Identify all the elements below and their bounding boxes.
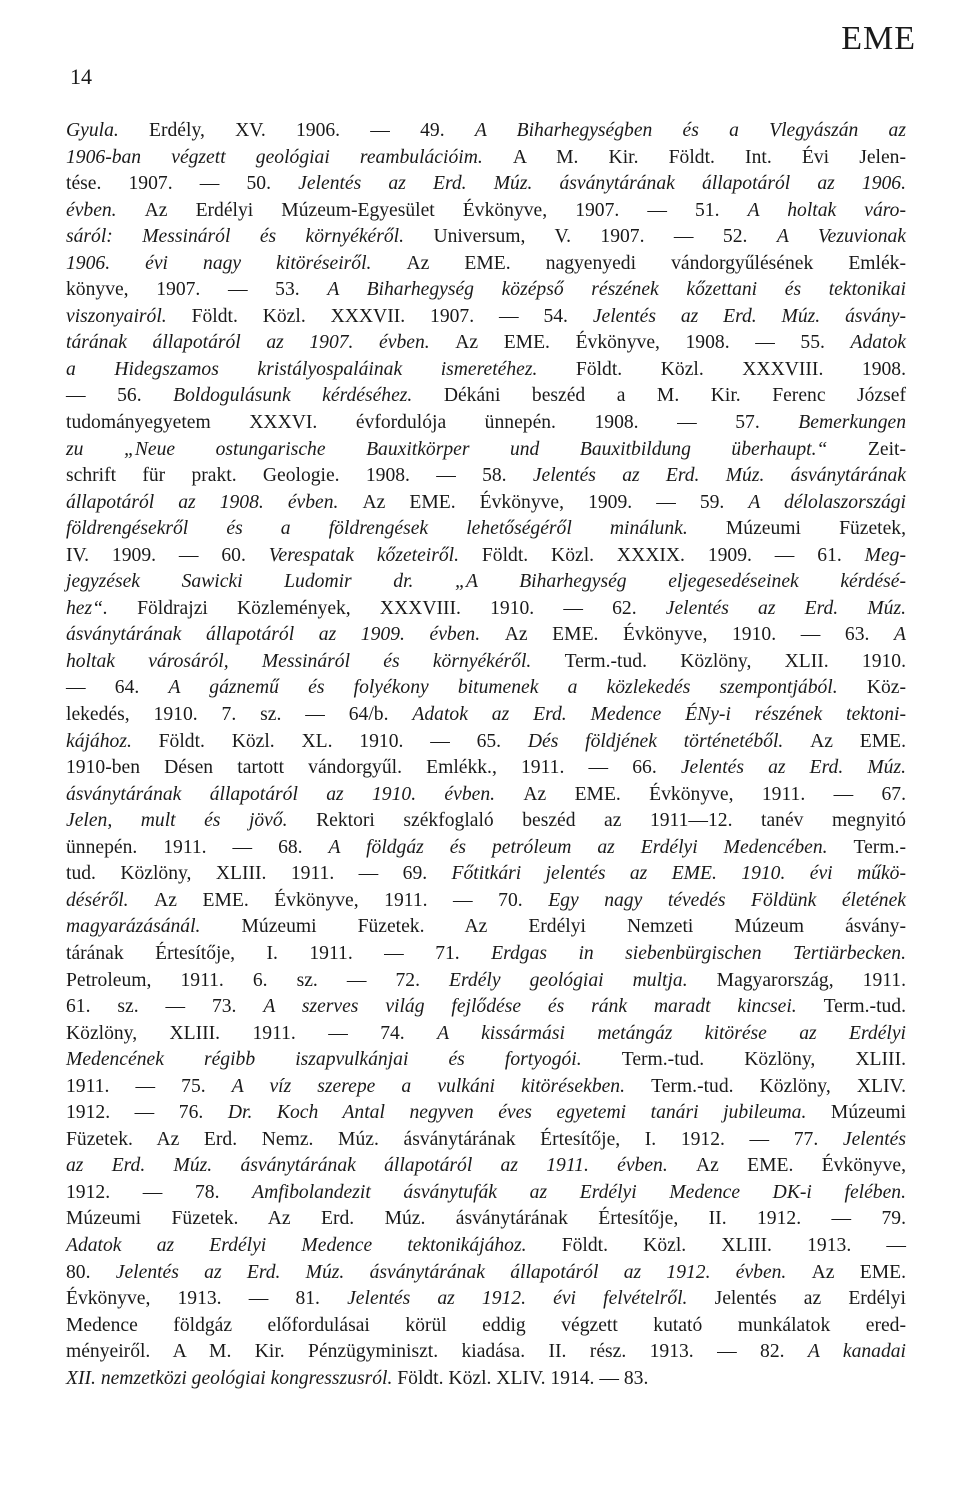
text-line bbox=[66, 1260, 906, 1287]
text-segment: schrift für prakt. Geologie. 1908. — 58. bbox=[66, 465, 533, 487]
text-line bbox=[66, 118, 906, 145]
italic-title-segment: A délolaszországi bbox=[748, 491, 906, 513]
text-segment: 80. bbox=[66, 1261, 116, 1283]
text-segment: Medence földgáz előfordulásai körül eddig végzett kutató munkálatok ered- bbox=[66, 1314, 906, 1336]
italic-title-segment: A bbox=[894, 624, 906, 646]
text-segment: Földrajzi Közlemények, XXXVIII. 1910. — 62. bbox=[137, 597, 666, 619]
italic-title-segment: holtak városáról, Messináról és környékéről. bbox=[66, 650, 565, 672]
text-line bbox=[66, 941, 906, 968]
text-line bbox=[66, 569, 906, 596]
text-segment: Földt. Közl. XL. 1910. — 65. bbox=[158, 730, 528, 752]
text-segment: Az EME. Évkönyve, 1908. — 55. bbox=[455, 332, 851, 354]
text-segment: 1911. — 75. bbox=[66, 1075, 232, 1097]
italic-title-segment: A kissármási metángáz kitörése az Erdélyi bbox=[437, 1022, 906, 1044]
text-line bbox=[66, 1100, 906, 1127]
italic-title-segment: A gáznemű és folyékony bitumenek a közlekedés szempontjából. bbox=[168, 677, 867, 699]
italic-title-segment: Erdgas in siebenbürgischen Tertiärbecken. bbox=[491, 942, 906, 964]
text-segment: 1912. — 78. bbox=[66, 1181, 253, 1203]
text-line bbox=[66, 463, 906, 490]
text-line bbox=[66, 1206, 906, 1233]
text-segment: A M. Kir. Földt. Int. Évi Jelen- bbox=[512, 146, 906, 168]
text-line bbox=[66, 224, 906, 251]
text-line bbox=[66, 755, 906, 782]
text-line bbox=[66, 357, 906, 384]
italic-title-segment: A Vezuvionak bbox=[776, 226, 906, 248]
text-segment: Az EME. Évkönyve, 1909. — 59. bbox=[362, 491, 749, 513]
italic-title-segment: viszonyairól. bbox=[66, 305, 192, 327]
text-line bbox=[66, 145, 906, 172]
text-segment: Term.- bbox=[853, 836, 906, 858]
text-line bbox=[66, 330, 906, 357]
text-line bbox=[66, 251, 906, 278]
text-segment: Az EME. bbox=[811, 1261, 907, 1283]
text-line bbox=[66, 1153, 906, 1180]
italic-title-segment: kájához. bbox=[66, 730, 159, 752]
text-segment: IV. 1909. — 60. bbox=[66, 544, 269, 566]
text-line bbox=[66, 861, 906, 888]
italic-title-segment: 1906-ban végzett geológiai reambulációim. bbox=[66, 146, 513, 168]
italic-title-segment: XII. nemzetközi geológiai kongresszusról. bbox=[66, 1367, 398, 1389]
text-line bbox=[66, 437, 906, 464]
text-segment: Múzeumi Füzetek. Az Erd. Múz. ásványtárának Értesítője, II. 1912. — 79. bbox=[66, 1208, 906, 1230]
italic-title-segment: A kanadai bbox=[807, 1341, 906, 1363]
text-segment: Földt. Közl. XLIV. 1914. — 83. bbox=[397, 1367, 649, 1389]
text-segment: Term.-tud. Közlöny, XLIII. bbox=[621, 1049, 906, 1071]
italic-title-segment: Főtitkári jelentés az EME. 1910. évi műkö- bbox=[451, 863, 906, 885]
text-line bbox=[66, 649, 906, 676]
header-mark: EME bbox=[841, 20, 916, 57]
italic-title-segment: Medencének régibb iszapvulkánjai és fortyogói. bbox=[66, 1049, 622, 1071]
text-segment: Földt. Közl. XLIII. 1913. — bbox=[561, 1234, 906, 1256]
italic-title-segment: A szerves világ fejlődése és ránk maradt kincsei. bbox=[263, 996, 824, 1018]
text-segment: Universum, V. 1907. — 52. bbox=[433, 226, 777, 248]
italic-title-segment: Adatok bbox=[850, 332, 906, 354]
italic-title-segment: jegyzések Sawicki Ludomir dr. „A Biharhegység eljegesedéseinek kérdésé- bbox=[66, 571, 906, 593]
italic-title-segment: Adatok az Erdélyi Medence tektonikájához. bbox=[66, 1234, 562, 1256]
page-number: 14 bbox=[70, 64, 92, 89]
text-line bbox=[66, 1366, 906, 1393]
text-line bbox=[66, 1180, 906, 1207]
italic-title-segment: déséről. bbox=[66, 889, 155, 911]
text-segment: Földt. Közl. XXXVII. 1907. — 54. bbox=[191, 305, 593, 327]
text-segment: tése. 1907. — 50. bbox=[66, 173, 299, 195]
italic-title-segment: Jelentés az Erd. Múz. ásványtárának állapotáról az 1912. évben. bbox=[115, 1261, 812, 1283]
italic-title-segment: ásványtárának állapotáról az 1910. évben. bbox=[66, 783, 524, 805]
italic-title-segment: magyarázásánál. bbox=[66, 916, 242, 938]
text-line bbox=[66, 968, 906, 995]
italic-title-segment: Erdély geológiai multja. bbox=[449, 969, 717, 991]
text-line bbox=[66, 277, 906, 304]
italic-title-segment: 1906. évi nagy kitöréseiről. bbox=[66, 252, 407, 274]
italic-title-segment: A földgáz és petróleum az Erdélyi Medencében. bbox=[328, 836, 854, 858]
text-segment: Az Erdélyi Múzeum-Egyesület Évkönyve, 1907. — 51. bbox=[144, 199, 748, 221]
italic-title-segment: a Hidegszamos kristályospaláinak ismeretéhez. bbox=[66, 358, 576, 380]
text-segment: tudományegyetem XXXVI. évfordulója ünnepén. 1908. — 57. bbox=[66, 412, 799, 434]
text-segment: Az EME. bbox=[810, 730, 907, 752]
text-line bbox=[66, 1313, 906, 1340]
text-line bbox=[66, 782, 906, 809]
italic-title-segment: Adatok az Erd. Medence ÉNy-i részének tektoni- bbox=[412, 704, 906, 726]
text-line bbox=[66, 675, 906, 702]
italic-title-segment: Jelentés az Erd. Múz. ásványtárának bbox=[532, 465, 906, 487]
text-segment: Köz- bbox=[866, 677, 906, 699]
italic-title-segment: Jelentés bbox=[842, 1128, 906, 1150]
text-segment: 1912. — 76. bbox=[66, 1102, 228, 1124]
text-line bbox=[66, 835, 906, 862]
text-segment: Term.-tud. Közlöny, XLII. 1910. bbox=[564, 650, 906, 672]
italic-title-segment: Jelentés az Erd. Múz. bbox=[665, 597, 906, 619]
text-line bbox=[66, 1339, 906, 1366]
text-segment: Földt. Közl. XXXIX. 1909. — 61. bbox=[481, 544, 865, 566]
text-segment: Term.-tud. bbox=[823, 996, 906, 1018]
text-line bbox=[66, 596, 906, 623]
italic-title-segment: Jelentés az Erd. Múz. ásványtárának állapotáról az 1906. bbox=[298, 173, 906, 195]
text-segment: Évkönyve, 1913. — 81. bbox=[66, 1288, 348, 1310]
italic-title-segment: A Biharhegység középső részének kőzettani és tektonikai bbox=[327, 279, 906, 301]
text-segment: Az EME. Évkönyve, 1911. — 70. bbox=[154, 889, 549, 911]
italic-title-segment: tárának állapotáról az 1907. évben. bbox=[66, 332, 456, 354]
italic-title-segment: Jelentés az Erd. Múz. ásvány- bbox=[592, 305, 907, 327]
italic-title-segment: Dés földjének történetéből. bbox=[527, 730, 811, 752]
italic-title-segment: az Erd. Múz. ásványtárának állapotáról az 1911. évben. bbox=[66, 1155, 696, 1177]
text-segment: Az EME. Évkönyve, 1910. — 63. bbox=[504, 624, 895, 646]
italic-title-segment: Jelentés az Erd. Múz. bbox=[680, 757, 907, 779]
italic-title-segment: Amfibolandezit ásványtufák az Erdélyi Medence DK-i felében. bbox=[252, 1181, 906, 1203]
italic-title-segment: Dr. Koch Antal negyven éves egyetemi tanári jubileuma. bbox=[227, 1102, 831, 1124]
text-segment: Magyarország, 1911. bbox=[716, 969, 907, 991]
text-line bbox=[66, 490, 906, 517]
text-segment: Az EME. nagyenyedi vándorgyűlésének Emlék- bbox=[406, 252, 906, 274]
text-line bbox=[66, 1021, 906, 1048]
text-segment: Múzeumi bbox=[830, 1102, 907, 1124]
italic-title-segment: Jelen, mult és jövő. bbox=[66, 810, 317, 832]
italic-title-segment: Meg- bbox=[864, 544, 906, 566]
text-segment: tárának Értesítője, I. 1911. — 71. bbox=[66, 942, 492, 964]
italic-title-segment: A holtak váro- bbox=[747, 199, 907, 221]
text-segment: ünnepén. 1911. — 68. bbox=[66, 836, 329, 858]
italic-title-segment: A Biharhegységben és a Vlegyászán az bbox=[474, 120, 906, 141]
text-segment: — 64. bbox=[66, 677, 169, 699]
text-segment: Múzeumi Füzetek, bbox=[725, 518, 906, 540]
text-line bbox=[66, 1127, 906, 1154]
text-segment: Dékáni beszéd a M. Kir. Ferenc József bbox=[443, 385, 906, 407]
text-segment: Földt. Közl. XXXVIII. 1908. bbox=[575, 358, 906, 380]
text-segment: ményeiről. A M. Kir. Pénzügyminiszt. kiadása. II. rész. 1913. — 82. bbox=[66, 1341, 808, 1363]
text-line bbox=[66, 543, 906, 570]
text-segment: Múzeumi Füzetek. Az Erdélyi Nemzeti Múzeum ásvány- bbox=[241, 916, 907, 938]
text-segment: Rektori székfoglaló beszéd az 1911—12. tanév megnyitó bbox=[316, 810, 906, 832]
italic-title-segment: Boldogulásunk kérdéséhez. bbox=[173, 385, 444, 407]
text-line bbox=[66, 994, 906, 1021]
text-line bbox=[66, 1047, 906, 1074]
text-line bbox=[66, 304, 906, 331]
text-line bbox=[66, 729, 906, 756]
text-line bbox=[66, 1074, 906, 1101]
text-segment: könyve, 1907. — 53. bbox=[66, 279, 328, 301]
text-segment: Közlöny, XLIII. 1911. — 74. bbox=[66, 1022, 438, 1044]
italic-title-segment: hez“. bbox=[66, 597, 138, 619]
italic-title-segment: A víz szerepe a vulkáni kitörésekben. bbox=[231, 1075, 652, 1097]
text-segment: Erdély, XV. 1906. — 49. bbox=[149, 120, 475, 141]
text-line bbox=[66, 702, 906, 729]
text-segment: — 56. bbox=[66, 385, 174, 407]
text-line bbox=[66, 888, 906, 915]
text-line bbox=[66, 1233, 906, 1260]
italic-title-segment: Jelentés az 1912. évi felvételről. bbox=[347, 1288, 715, 1310]
text-line bbox=[66, 383, 906, 410]
text-segment: tud. Közlöny, XLIII. 1911. — 69. bbox=[66, 863, 452, 885]
italic-title-segment: állapotáról az 1908. évben. bbox=[66, 491, 363, 513]
italic-title-segment: zu „Neue ostungarische Bauxitkörper und Bauxitbildung überhaupt.“ bbox=[66, 438, 868, 460]
text-line bbox=[66, 622, 906, 649]
italic-title-segment: sáról: Messináról és környékéről. bbox=[66, 226, 434, 248]
text-segment: Jelentés az Erdélyi bbox=[714, 1288, 906, 1310]
text-segment: Zeit- bbox=[867, 438, 906, 460]
italic-title-segment: földrengésekről és a földrengések lehetőségéről minálunk. bbox=[66, 518, 726, 540]
italic-title-segment: Gyula. bbox=[66, 120, 150, 141]
text-segment: Füzetek. Az Erd. Nemz. Múz. ásványtárának Értesítője, I. 1912. — 77. bbox=[66, 1128, 843, 1150]
text-line bbox=[66, 410, 906, 437]
text-segment: Petroleum, 1911. 6. sz. — 72. bbox=[66, 969, 450, 991]
bibliography-text bbox=[66, 118, 906, 1392]
text-line bbox=[66, 516, 906, 543]
text-line bbox=[66, 1286, 906, 1313]
text-line bbox=[66, 198, 906, 225]
italic-title-segment: ásványtárának állapotáról az 1909. évben. bbox=[66, 624, 505, 646]
text-line bbox=[66, 171, 906, 198]
text-segment: Az EME. Évkönyve, bbox=[696, 1155, 906, 1177]
text-segment: Term.-tud. Közlöny, XLIV. bbox=[651, 1075, 906, 1097]
text-segment: lekedés, 1910. 7. sz. — 64/b. bbox=[66, 704, 413, 726]
text-line bbox=[66, 808, 906, 835]
text-segment: Az EME. Évkönyve, 1911. — 67. bbox=[523, 783, 906, 805]
italic-title-segment: Bemerkungen bbox=[798, 412, 906, 434]
italic-title-segment: Egy nagy tévedés Földünk életének bbox=[548, 889, 906, 911]
text-segment: 61. sz. — 73. bbox=[66, 996, 264, 1018]
text-segment: 1910-ben Désen tartott vándorgyűl. Emlékk., 1911. — 66. bbox=[66, 757, 681, 779]
italic-title-segment: Verespatak kőzeteiről. bbox=[268, 544, 482, 566]
text-line bbox=[66, 914, 906, 941]
italic-title-segment: évben. bbox=[66, 199, 145, 221]
